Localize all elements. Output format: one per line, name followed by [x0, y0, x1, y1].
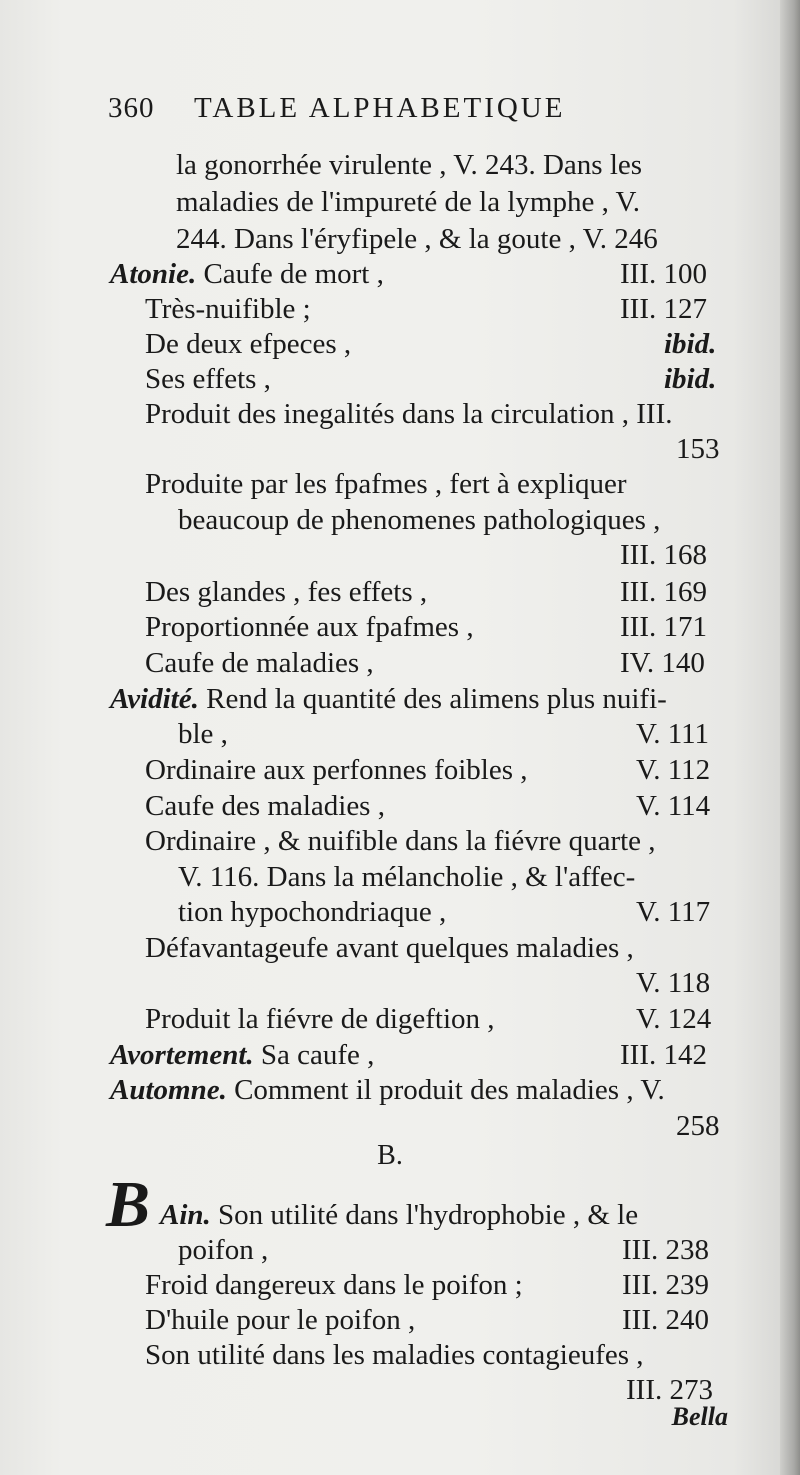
index-line [636, 963, 740, 1003]
entry-headword: Automne. [110, 1074, 227, 1106]
entry-reference: III. 100 [620, 258, 707, 290]
index-line [145, 999, 740, 1039]
section-letter: B. [377, 1140, 403, 1171]
entry-text [110, 1070, 665, 1110]
index-line [145, 464, 740, 504]
index-line [145, 324, 740, 364]
entry-body: 244. Dans l'éryfipele , & la goute , V. 246 [176, 223, 658, 255]
entry-text [176, 182, 640, 222]
index-line [145, 607, 740, 647]
index-line [176, 219, 740, 259]
entry-text [160, 1195, 638, 1235]
entry-body: 153 [676, 433, 720, 465]
entry-body: maladies de l'impureté de la lymphe , V. [176, 186, 641, 218]
index-line [145, 1300, 740, 1340]
entry-text [145, 1300, 415, 1340]
entry-text [145, 821, 656, 861]
entry-text [145, 786, 385, 826]
entry-text [178, 714, 228, 754]
index-line [110, 1035, 740, 1075]
entry-text [145, 607, 474, 647]
entry-body: Ordinaire , & nuifible dans la fiévre quarte , [145, 825, 656, 857]
index-line [145, 643, 740, 683]
entry-text [178, 892, 446, 932]
entry-reference: V. 117 [636, 896, 711, 928]
index-line [145, 1335, 740, 1375]
index-line [178, 892, 740, 932]
entry-body: ble , [178, 718, 228, 750]
index-line [145, 928, 740, 968]
entry-body: Caufe des maladies , [145, 790, 385, 822]
entry-text [145, 1265, 523, 1305]
index-line [145, 572, 740, 612]
index-line [178, 714, 740, 754]
entry-body: D'huile pour le poifon , [145, 1304, 416, 1336]
index-line [176, 145, 740, 185]
entry-text [620, 535, 707, 575]
index-line [145, 359, 740, 399]
entry-body: Son utilité dans les maladies contagieufes , [145, 1339, 644, 1371]
entry-reference: V. 114 [636, 790, 711, 822]
entry-body: Froid dangereux dans le poifon ; [145, 1269, 523, 1301]
entry-text [176, 145, 642, 185]
entry-text [145, 1335, 644, 1375]
entry-text [176, 219, 658, 259]
entry-reference: IV. 140 [620, 647, 705, 679]
entry-body: III. 273 [626, 1374, 713, 1406]
index-line [145, 821, 740, 861]
running-title: TABLE ALPHABETIQUE [194, 92, 566, 124]
entry-text [145, 643, 374, 683]
entry-text [178, 500, 660, 540]
index-line [145, 750, 740, 790]
entry-body: Défavantageufe avant quelques maladies , [145, 932, 634, 964]
entry-body: Très-nuifible ; [145, 293, 311, 325]
entry-body: Ordinaire aux perfonnes foibles , [145, 754, 528, 786]
entry-body: Sa caufe , [253, 1039, 375, 1071]
entry-text [145, 572, 427, 612]
entry-body: Son utilité dans l'hydrophobie , & le [210, 1199, 639, 1231]
entry-text [145, 289, 311, 329]
index-line [178, 500, 740, 540]
index-line [176, 182, 740, 222]
entry-reference: III. 239 [622, 1269, 709, 1301]
entry-text [110, 254, 384, 294]
entry-text [178, 857, 635, 897]
entry-body: III. 168 [620, 539, 707, 571]
entry-body: V. 118 [636, 967, 711, 999]
entry-text [110, 679, 667, 719]
entry-body: De deux efpeces , [145, 328, 352, 360]
page-number: 360 [108, 92, 155, 124]
entry-body: Comment il produit des maladies , V. [226, 1074, 665, 1106]
entry-text [145, 750, 528, 790]
entry-body: V. 116. Dans la mélancholie , & l'affec- [178, 861, 636, 893]
entry-body: Produit des inegalités dans la circulation , III. [145, 398, 673, 430]
entry-reference: V. 111 [636, 718, 710, 750]
index-line [178, 857, 740, 897]
entry-reference: III. 240 [622, 1304, 709, 1336]
entry-body: Caufe de mort , [196, 258, 384, 290]
index-line [178, 1230, 740, 1270]
entry-text [145, 928, 634, 968]
entry-headword: Avidité. [110, 683, 199, 715]
page-edge [780, 0, 800, 1475]
entry-body: Des glandes , fes effets , [145, 576, 428, 608]
entry-text [178, 1230, 268, 1270]
entry-reference: III. 171 [620, 611, 707, 643]
running-header [108, 92, 738, 136]
entry-reference: ibid. [664, 363, 717, 395]
index-line [160, 1195, 740, 1235]
entry-text [145, 359, 271, 399]
entry-reference: V. 124 [636, 1003, 712, 1035]
entry-headword: Avortement. [110, 1039, 254, 1071]
index-line [145, 289, 740, 329]
entry-reference: V. 112 [636, 754, 711, 786]
index-line [110, 679, 740, 719]
entry-reference: III. 238 [622, 1234, 709, 1266]
entry-text [110, 1035, 374, 1075]
index-line [145, 1265, 740, 1305]
entry-body: Caufe de maladies , [145, 647, 374, 679]
entry-reference: ibid. [664, 328, 717, 360]
entry-body: Rend la quantité des alimens plus nuifi- [198, 683, 667, 715]
entry-body: 258 [676, 1110, 720, 1142]
index-line [110, 1070, 740, 1110]
entry-text [676, 429, 720, 469]
index-line [145, 394, 740, 434]
entry-headword: Atonie. [110, 258, 197, 290]
entry-text [145, 999, 495, 1039]
entry-text [636, 963, 710, 1003]
entry-reference: III. 142 [620, 1039, 707, 1071]
entry-body: poifon , [178, 1234, 269, 1266]
index-line [145, 786, 740, 826]
drop-cap: B [106, 1168, 151, 1241]
entry-body: Produit la fiévre de digeftion , [145, 1003, 495, 1035]
entry-text [145, 464, 627, 504]
entry-body: beaucoup de phenomenes pathologiques , [178, 504, 661, 536]
entry-text [145, 394, 673, 434]
index-line [110, 254, 740, 294]
catchword: Bella [671, 1402, 728, 1431]
entry-body: Proportionnée aux fpafmes , [145, 611, 474, 643]
entry-headword: Ain. [160, 1199, 211, 1231]
index-line [620, 535, 740, 575]
entry-reference: III. 127 [620, 293, 707, 325]
entry-body: la gonorrhée virulente , V. 243. Dans les [176, 149, 643, 181]
entry-body: Produite par les fpafmes , fert à expliquer [145, 468, 627, 500]
entry-text [145, 324, 351, 364]
entry-body: Ses effets , [145, 363, 271, 395]
index-line [676, 429, 740, 469]
entry-body: tion hypochondriaque , [178, 896, 447, 928]
entry-reference: III. 169 [620, 576, 707, 608]
